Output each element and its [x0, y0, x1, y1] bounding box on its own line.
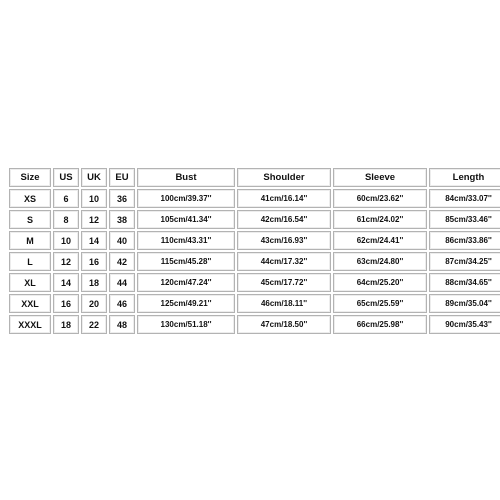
cell-size: XXXL: [9, 315, 51, 334]
cell-size: S: [9, 210, 51, 229]
cell-bust: 110cm/43.31'': [137, 231, 235, 250]
cell-eu: 36: [109, 189, 135, 208]
cell-us: 8: [53, 210, 79, 229]
cell-eu: 42: [109, 252, 135, 271]
cell-size: M: [9, 231, 51, 250]
cell-size: XL: [9, 273, 51, 292]
header-shoulder: Shoulder: [237, 168, 331, 187]
table-row: [9, 273, 500, 292]
cell-sleeve: 63cm/24.80'': [333, 252, 427, 271]
header-length: Length: [429, 168, 500, 187]
cell-bust: 100cm/39.37'': [137, 189, 235, 208]
cell-bust: 115cm/45.28'': [137, 252, 235, 271]
table-row: [9, 315, 500, 334]
cell-sleeve: 62cm/24.41'': [333, 231, 427, 250]
table-row: [9, 231, 500, 250]
cell-sleeve: 66cm/25.98'': [333, 315, 427, 334]
cell-shoulder: 45cm/17.72'': [237, 273, 331, 292]
header-us: US: [53, 168, 79, 187]
cell-uk: 20: [81, 294, 107, 313]
cell-shoulder: 44cm/17.32'': [237, 252, 331, 271]
cell-eu: 40: [109, 231, 135, 250]
cell-us: 16: [53, 294, 79, 313]
cell-bust: 125cm/49.21'': [137, 294, 235, 313]
table-row: [9, 210, 500, 229]
cell-length: 90cm/35.43'': [429, 315, 500, 334]
header-size: Size: [9, 168, 51, 187]
cell-length: 88cm/34.65'': [429, 273, 500, 292]
table-row: [9, 294, 500, 313]
cell-uk: 18: [81, 273, 107, 292]
cell-us: 18: [53, 315, 79, 334]
cell-size: XXL: [9, 294, 51, 313]
header-bust: Bust: [137, 168, 235, 187]
table-row: [9, 252, 500, 271]
cell-size: L: [9, 252, 51, 271]
cell-shoulder: 41cm/16.14'': [237, 189, 331, 208]
cell-bust: 105cm/41.34'': [137, 210, 235, 229]
cell-us: 14: [53, 273, 79, 292]
cell-uk: 22: [81, 315, 107, 334]
cell-bust: 130cm/51.18'': [137, 315, 235, 334]
cell-eu: 46: [109, 294, 135, 313]
cell-eu: 48: [109, 315, 135, 334]
cell-length: 86cm/33.86'': [429, 231, 500, 250]
header-eu: EU: [109, 168, 135, 187]
cell-sleeve: 60cm/23.62'': [333, 189, 427, 208]
header-sleeve: Sleeve: [333, 168, 427, 187]
cell-sleeve: 61cm/24.02'': [333, 210, 427, 229]
table-header-row: [9, 168, 500, 187]
cell-eu: 44: [109, 273, 135, 292]
table-row: [9, 189, 500, 208]
size-chart-table: [7, 166, 500, 336]
cell-sleeve: 64cm/25.20'': [333, 273, 427, 292]
cell-length: 89cm/35.04'': [429, 294, 500, 313]
cell-us: 6: [53, 189, 79, 208]
cell-shoulder: 43cm/16.93'': [237, 231, 331, 250]
header-uk: UK: [81, 168, 107, 187]
cell-length: 87cm/34.25'': [429, 252, 500, 271]
cell-length: 84cm/33.07'': [429, 189, 500, 208]
cell-uk: 16: [81, 252, 107, 271]
cell-shoulder: 42cm/16.54'': [237, 210, 331, 229]
cell-us: 10: [53, 231, 79, 250]
cell-bust: 120cm/47.24'': [137, 273, 235, 292]
cell-eu: 38: [109, 210, 135, 229]
cell-uk: 14: [81, 231, 107, 250]
cell-size: XS: [9, 189, 51, 208]
cell-us: 12: [53, 252, 79, 271]
cell-length: 85cm/33.46'': [429, 210, 500, 229]
cell-sleeve: 65cm/25.59'': [333, 294, 427, 313]
cell-uk: 12: [81, 210, 107, 229]
cell-shoulder: 46cm/18.11'': [237, 294, 331, 313]
cell-shoulder: 47cm/18.50'': [237, 315, 331, 334]
cell-uk: 10: [81, 189, 107, 208]
